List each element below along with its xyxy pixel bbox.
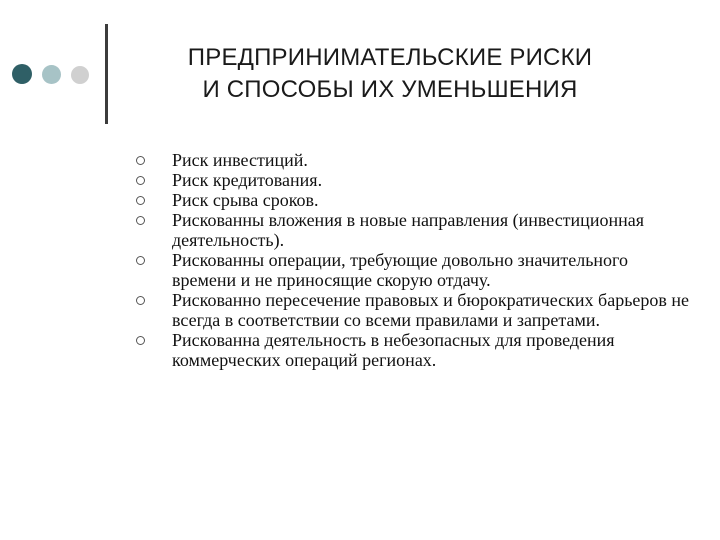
slide-title [120, 42, 660, 106]
slide-title-line-1: ПРЕДПРИНИМАТЕЛЬСКИЕ РИСКИ [187, 44, 593, 71]
bullet-circle-icon [136, 256, 145, 265]
bullet-text: Рискованны операции, требующие довольно значительного времени и не приносящие скорую отдачу. [172, 250, 628, 290]
bullet-item [136, 250, 696, 290]
bullet-text: Риск инвестиций. [172, 150, 308, 170]
bullet-circle-icon [136, 336, 145, 345]
bullet-circle-icon [136, 216, 145, 225]
decorative-dot-mid [42, 65, 61, 84]
bullet-item [136, 150, 696, 170]
bullet-text: Риск кредитования. [172, 170, 323, 190]
bullet-text: Риск срыва сроков. [172, 190, 319, 210]
bullet-item [136, 190, 696, 210]
bullet-text: Рискованна деятельность в небезопасных для проведения коммерческих операций регионах. [172, 330, 615, 370]
decorative-dot-light [71, 66, 89, 84]
bullet-circle-icon [136, 296, 145, 305]
bullet-item [136, 210, 696, 250]
bullet-text: Рискованны вложения в новые направления (инвестиционная деятельность). [172, 210, 644, 250]
bullet-list [136, 150, 696, 370]
bullet-circle-icon [136, 176, 145, 185]
bullet-item [136, 290, 696, 330]
bullet-item [136, 330, 696, 370]
bullet-item [136, 170, 696, 190]
decorative-dot-dark [12, 64, 32, 84]
slide-title-line-2: И СПОСОБЫ ИХ УМЕНЬШЕНИЯ [202, 76, 578, 103]
bullet-circle-icon [136, 156, 145, 165]
title-divider [105, 24, 108, 124]
bullet-circle-icon [136, 196, 145, 205]
bullet-text: Рискованно пересечение правовых и бюрократических барьеров не всегда в соответствии со всеми правилами и запретами. [172, 290, 690, 330]
